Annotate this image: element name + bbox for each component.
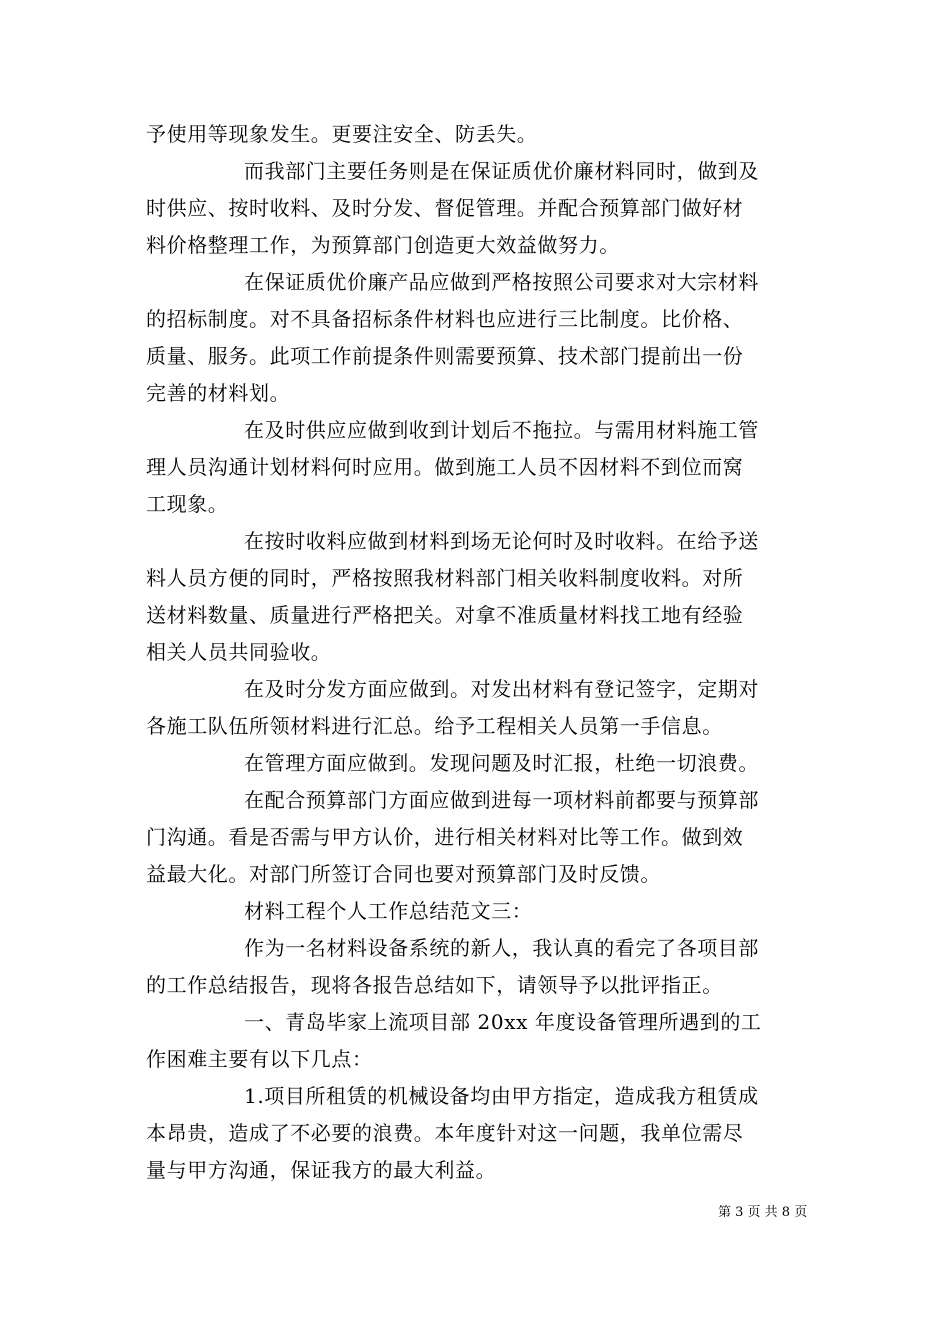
text-line: 而我部门主要任务则是在保证质优价廉材料同时，做到及 [244, 159, 759, 183]
text-line: 予使用等现象发生。更要注安全、防丢失。 [146, 122, 538, 146]
text-line: 作困难主要有以下几点： [146, 1047, 373, 1071]
document-body [146, 116, 806, 1189]
text-line: 门沟通。看是否需与甲方认价，进行相关材料对比等工作。做到效 [146, 825, 744, 849]
text-line: 在配合预算部门方面应做到进每一项材料前都要与预算部 [244, 788, 759, 812]
text-line: 各施工队伍所领材料进行汇总。给予工程相关人员第一手信息。 [146, 714, 723, 738]
text-line: 作为一名材料设备系统的新人，我认真的看完了各项目部 [244, 936, 759, 960]
text-line: 料人员方便的同时，严格按照我材料部门相关收料制度收料。对所 [146, 566, 744, 590]
text-line: 益最大化。对部门所签订合同也要对预算部门及时反馈。 [146, 862, 661, 886]
text-line: 时供应、按时收料、及时分发、督促管理。并配合预算部门做好材 [146, 196, 744, 220]
text-line: 完善的材料划。 [146, 381, 291, 405]
text-line: 在按时收料应做到材料到场无论何时及时收料。在给予送 [244, 529, 759, 553]
text-line: 的工作总结报告，现将各报告总结如下，请领导予以批评指正。 [146, 973, 723, 997]
text-line: 在保证质优价廉产品应做到严格按照公司要求对大宗材料 [244, 270, 759, 294]
section-heading: 材料工程个人工作总结范文三： [244, 899, 533, 923]
text-line: 理人员沟通计划材料何时应用。做到施工人员不因材料不到位而窝 [146, 455, 744, 479]
text-line: 料价格整理工作，为预算部门创造更大效益做努力。 [146, 233, 620, 257]
text-line: 量与甲方沟通，保证我方的最大利益。 [146, 1158, 497, 1182]
text-line: 1.项目所租赁的机械设备均由甲方指定，造成我方租赁成 [244, 1084, 759, 1108]
text-line: 在管理方面应做到。发现问题及时汇报，杜绝一切浪费。 [244, 751, 759, 775]
text-line: 质量、服务。此项工作前提条件则需要预算、技术部门提前出一份 [146, 344, 744, 368]
text-line: 在及时分发方面应做到。对发出材料有登记签字，定期对 [244, 677, 759, 701]
text-line: 在及时供应应做到收到计划后不拖拉。与需用材料施工管 [244, 418, 759, 442]
text-line: 一、青岛毕家上流项目部 20xx 年度设备管理所遇到的工 [244, 1010, 762, 1034]
text-line: 工现象。 [146, 492, 229, 516]
page-number-footer: 第 3 页 共 8 页 [718, 1205, 808, 1220]
text-line: 相关人员共同验收。 [146, 640, 332, 664]
text-line: 送材料数量、质量进行严格把关。对拿不准质量材料找工地有经验 [146, 603, 744, 627]
text-line: 本昂贵，造成了不必要的浪费。本年度针对这一问题，我单位需尽 [146, 1121, 744, 1145]
text-line: 的招标制度。对不具备招标条件材料也应进行三比制度。比价格、 [146, 307, 744, 331]
